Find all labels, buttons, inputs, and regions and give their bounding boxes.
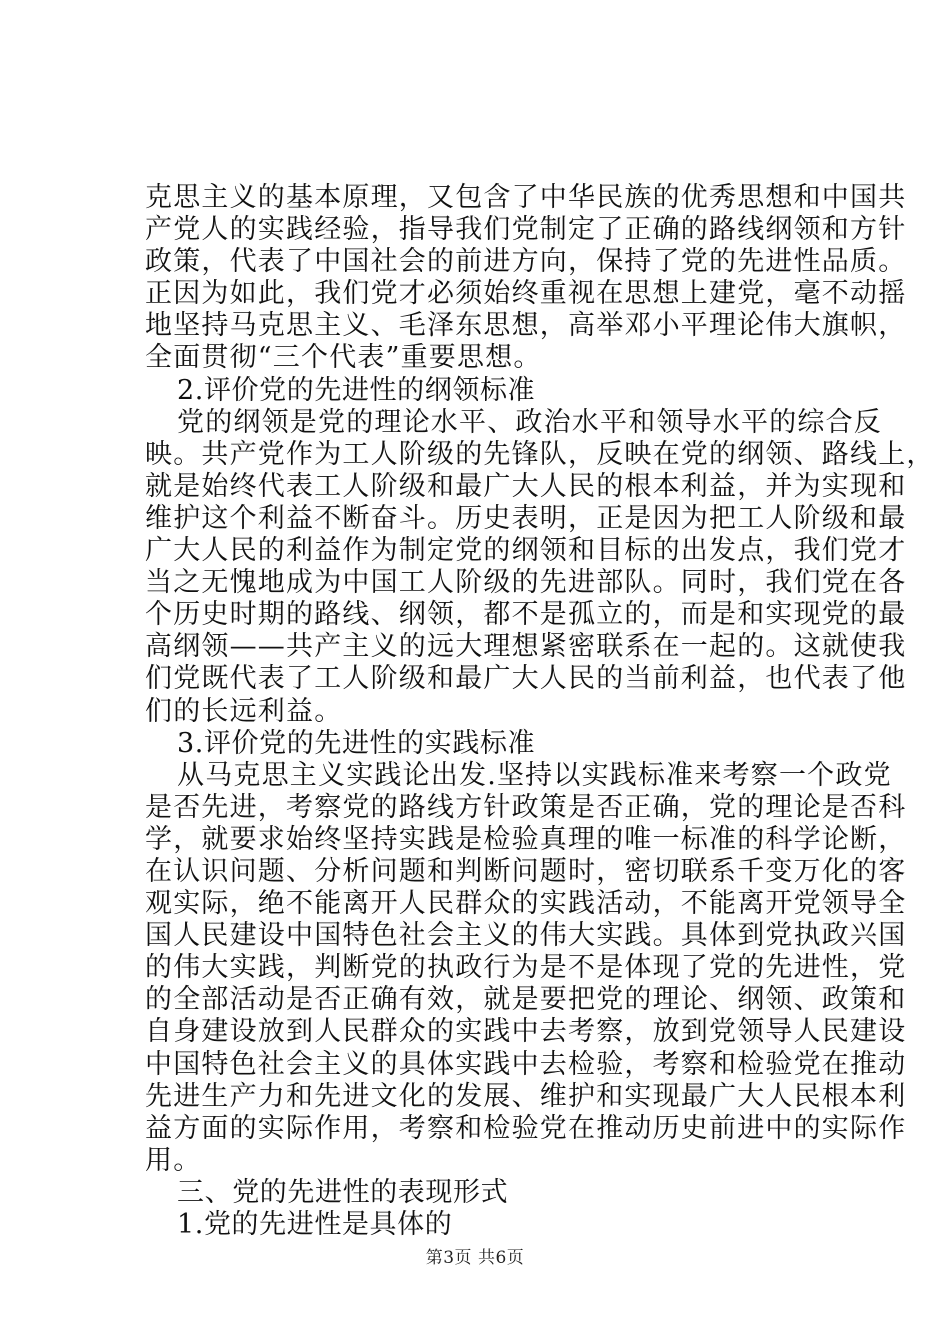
text-line: 在认识问题、分析问题和判断问题时，密切联系千变万化的客: [145, 855, 907, 887]
text-line: 们的长远利益。: [145, 695, 343, 727]
text-line: 先进生产力和先进文化的发展、维护和实现最广大人民根本利: [145, 1080, 907, 1112]
text-line: 的伟大实践，判断党的执政行为是不是体现了党的先进性，党: [145, 952, 907, 984]
text-line: 高纲领——共产主义的远大理想紧密联系在一起的。这就使我: [145, 631, 907, 663]
text-line: 个历史时期的路线、纲领，都不是孤立的，而是和实现党的最: [145, 599, 907, 631]
text-line: 中国特色社会主义的具体实践中去检验，考察和检验党在推动: [145, 1048, 907, 1080]
text-line: 们党既代表了工人阶级和最广大人民的当前利益，也代表了他: [145, 663, 907, 695]
text-line: 政策，代表了中国社会的前进方向，保持了党的先进性品质。: [145, 246, 907, 278]
section-heading: 3.评价党的先进性的实践标准: [177, 727, 536, 759]
text-line: 映。共产党作为工人阶级的先锋队，反映在党的纲领、路线上，: [145, 438, 935, 470]
text-line: 广大人民的利益作为制定党的纲领和目标的出发点，我们党才: [145, 535, 907, 567]
text-line: 的全部活动是否正确有效，就是要把党的理论、纲领、政策和: [145, 984, 907, 1016]
text-line: 用。: [145, 1144, 202, 1176]
section-heading: 2.评价党的先进性的纲领标准: [177, 374, 536, 406]
document-body: [145, 182, 935, 1241]
text-line: 从马克思主义实践论出发.坚持以实践标准来考察一个政党: [177, 759, 892, 791]
text-line: 益方面的实际作用，考察和检验党在推动历史前进中的实际作: [145, 1112, 907, 1144]
text-line: 正因为如此，我们党才必须始终重视在思想上建党，毫不动摇: [145, 278, 907, 310]
text-line: 是否先进，考察党的路线方针政策是否正确，党的理论是否科: [145, 791, 907, 823]
text-line: 地坚持马克思主义、毛泽东思想，高举邓小平理论伟大旗帜，: [145, 310, 907, 342]
text-line: 克思主义的基本原理，又包含了中华民族的优秀思想和中国共: [145, 182, 907, 213]
text-line: 自身建设放到人民群众的实践中去考察，放到党领导人民建设: [145, 1016, 907, 1048]
text-line: 国人民建设中国特色社会主义的伟大实践。具体到党执政兴国: [145, 920, 907, 952]
section-heading: 1.党的先进性是具体的: [177, 1209, 453, 1240]
text-line: 当之无愧地成为中国工人阶级的先进部队。同时，我们党在各: [145, 567, 907, 599]
text-line: 维护这个利益不断奋斗。历史表明，正是因为把工人阶级和最: [145, 502, 907, 534]
page-footer: 第3页 共6页: [425, 1248, 525, 1268]
text-line: 全面贯彻“三个代表”重要思想。: [145, 342, 542, 374]
text-line: 观实际，绝不能离开人民群众的实践活动，不能离开党领导全: [145, 888, 907, 920]
section-heading: 三、党的先进性的表现形式: [177, 1176, 509, 1208]
text-line: 学，就要求始终坚持实践是检验真理的唯一标准的科学论断，: [145, 823, 907, 855]
text-line: 就是始终代表工人阶级和最广大人民的根本利益，并为实现和: [145, 470, 907, 502]
text-line: 产党人的实践经验，指导我们党制定了正确的路线纲领和方针: [145, 214, 907, 246]
text-line: 党的纲领是党的理论水平、政治水平和领导水平的综合反: [177, 406, 882, 438]
